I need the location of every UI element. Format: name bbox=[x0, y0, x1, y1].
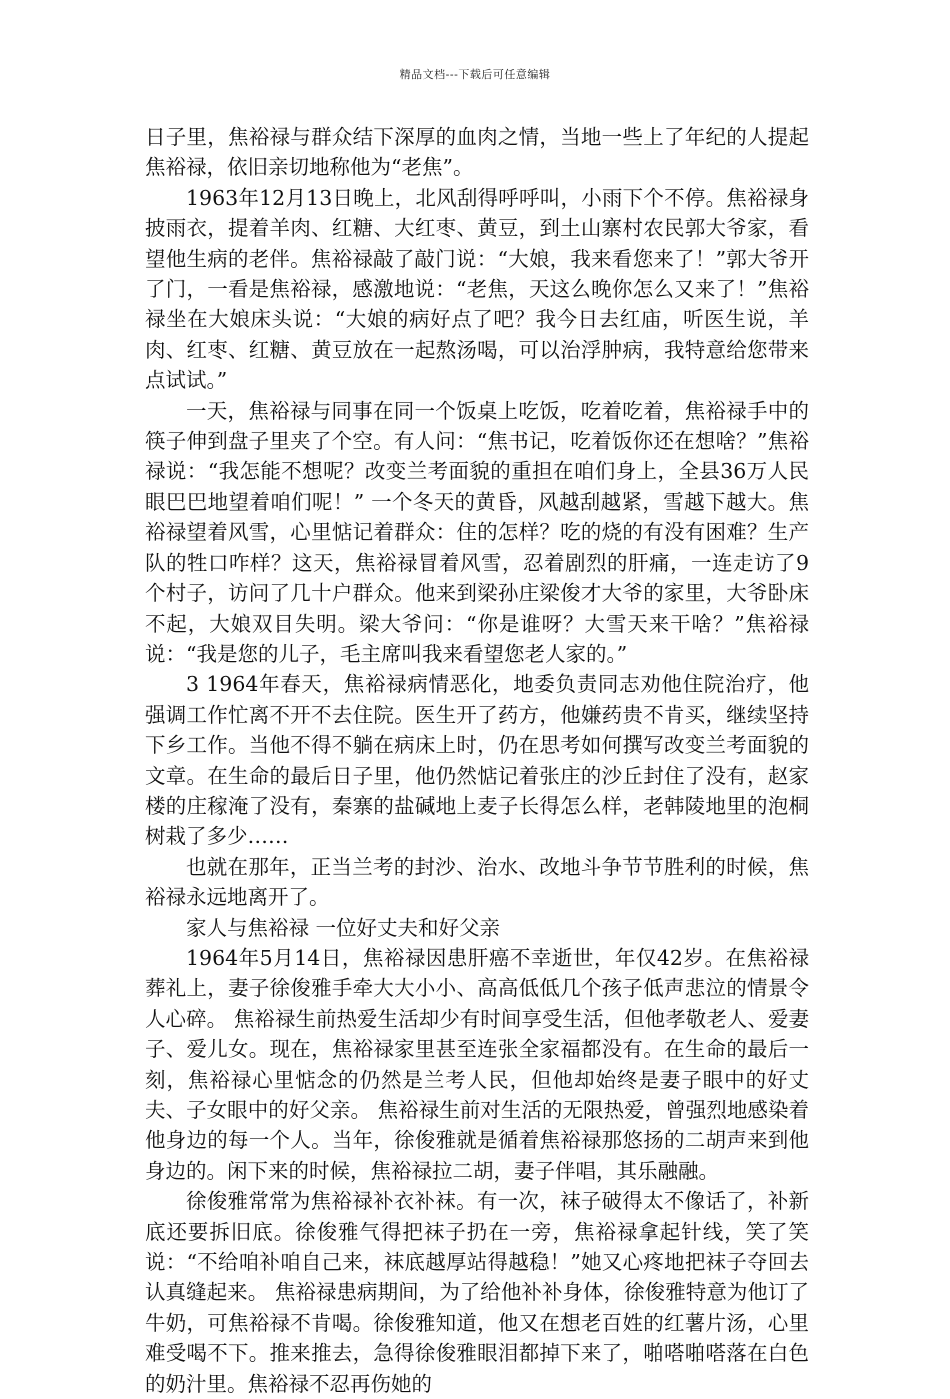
paragraph: 1963年12月13日晚上，北风刮得呼呼叫，小雨下个不停。焦裕禄身披雨衣，提着羊肉、红糖、大红枣、黄豆，到土山寨村农民郭大爷家，看望他生病的老伴。焦裕禄敲了敲门说：“大娘，我来看您来了！”郭大爷开了门，一看是焦裕禄，感激地说：“老焦，天这么晚你怎么又来了！”焦裕禄坐在大娘床头说：“大娘的病好点了吧？我今日去红庙，听医生说，羊肉、红枣、红糖、黄豆放在一起熬汤喝，可以治浮肿病，我特意给您带来点试试。” bbox=[145, 185, 809, 393]
paragraph: 徐俊雅常常为焦裕禄补衣补袜。有一次，袜子破得太不像话了，补新底还要拆旧底。徐俊雅气得把袜子扔在一旁，焦裕禄拿起针线，笑了笑说：“不给咱补咱自己来，袜底越厚站得越稳！”她又心疼地把袜子夺回去认真缝起来。 焦裕禄患病期间，为了给他补补身体，徐俊雅特意为他订了牛奶，可焦裕禄不肯喝。徐俊雅知道，他又在想老百姓的红薯片汤，心里难受喝不下。推来推去，急得徐俊雅眼泪都掉下来了，啪嗒啪嗒落在白色的奶汁里。焦裕禄不忍再伤她的 bbox=[145, 1189, 809, 1396]
paragraph: 日子里，焦裕禄与群众结下深厚的血肉之情，当地一些上了年纪的人提起焦裕禄，依旧亲切地称他为“老焦”。 bbox=[145, 125, 809, 180]
paragraph: 一天，焦裕禄与同事在同一个饭桌上吃饭，吃着吃着，焦裕禄手中的筷子伸到盘子里夹了个空。有人问：“焦书记，吃着饭你还在想啥？”焦裕禄说：“我怎能不想呢？改变兰考面貌的重担在咱们身上，全县36万人民眼巴巴地望着咱们呢！” 一个冬天的黄昏，风越刮越紧，雪越下越大。焦裕禄望着风雪，心里惦记着群众：住的怎样？吃的烧的有没有困难？生产队的牲口咋样？这天，焦裕禄冒着风雪，忍着剧烈的肝痛，一连走访了9个村子，访问了几十户群众。他来到梁孙庄梁俊才大爷的家里，大爷卧床不起，大娘双目失明。梁大爷问：“你是谁呀？大雪天来干啥？”焦裕禄说：“我是您的儿子，毛主席叫我来看望您老人家的。” bbox=[145, 398, 809, 666]
page-header: 精品文档---下载后可任意编辑 bbox=[399, 68, 551, 81]
paragraph: 1964年5月14日，焦裕禄因患肝癌不幸逝世，年仅42岁。在焦裕禄葬礼上，妻子徐俊雅手牵大大小小、高高低低几个孩子低声悲泣的情景令人心碎。 焦裕禄生前热爱生活却少有时间享受生活，但他孝敬老人、爱妻子、爱儿女。现在，焦裕禄家里甚至连张全家福都没有。在生命的最后一刻，焦裕禄心里惦念的仍然是兰考人民，但他却始终是妻子眼中的好丈夫、子女眼中的好父亲。 焦裕禄生前对生活的无限热爱，曾强烈地感染着他身边的每一个人。当年，徐俊雅就是循着焦裕禄那悠扬的二胡声来到他身边的。闲下来的时候，焦裕禄拉二胡，妻子伴唱，其乐融融。 bbox=[145, 945, 809, 1183]
paragraph: 3 1964年春天，焦裕禄病情恶化，地委负责同志劝他住院治疗，他强调工作忙离不开不去住院。医生开了药方，他嫌药贵不肯买，继续坚持下乡工作。当他不得不躺在病床上时，仍在思考如何撰写改变兰考面貌的文章。在生命的最后日子里，他仍然惦记着张庄的沙丘封住了没有，赵家楼的庄稼淹了没有，秦寨的盐碱地上麦子长得怎么样，老韩陵地里的泡桐树栽了多少…… bbox=[145, 672, 809, 849]
paragraph: 也就在那年，正当兰考的封沙、治水、改地斗争节节胜利的时候，焦裕禄永远地离开了。 bbox=[145, 854, 809, 910]
article-body bbox=[145, 122, 809, 1399]
section-heading: 家人与焦裕禄 一位好丈夫和好父亲 bbox=[186, 915, 501, 940]
